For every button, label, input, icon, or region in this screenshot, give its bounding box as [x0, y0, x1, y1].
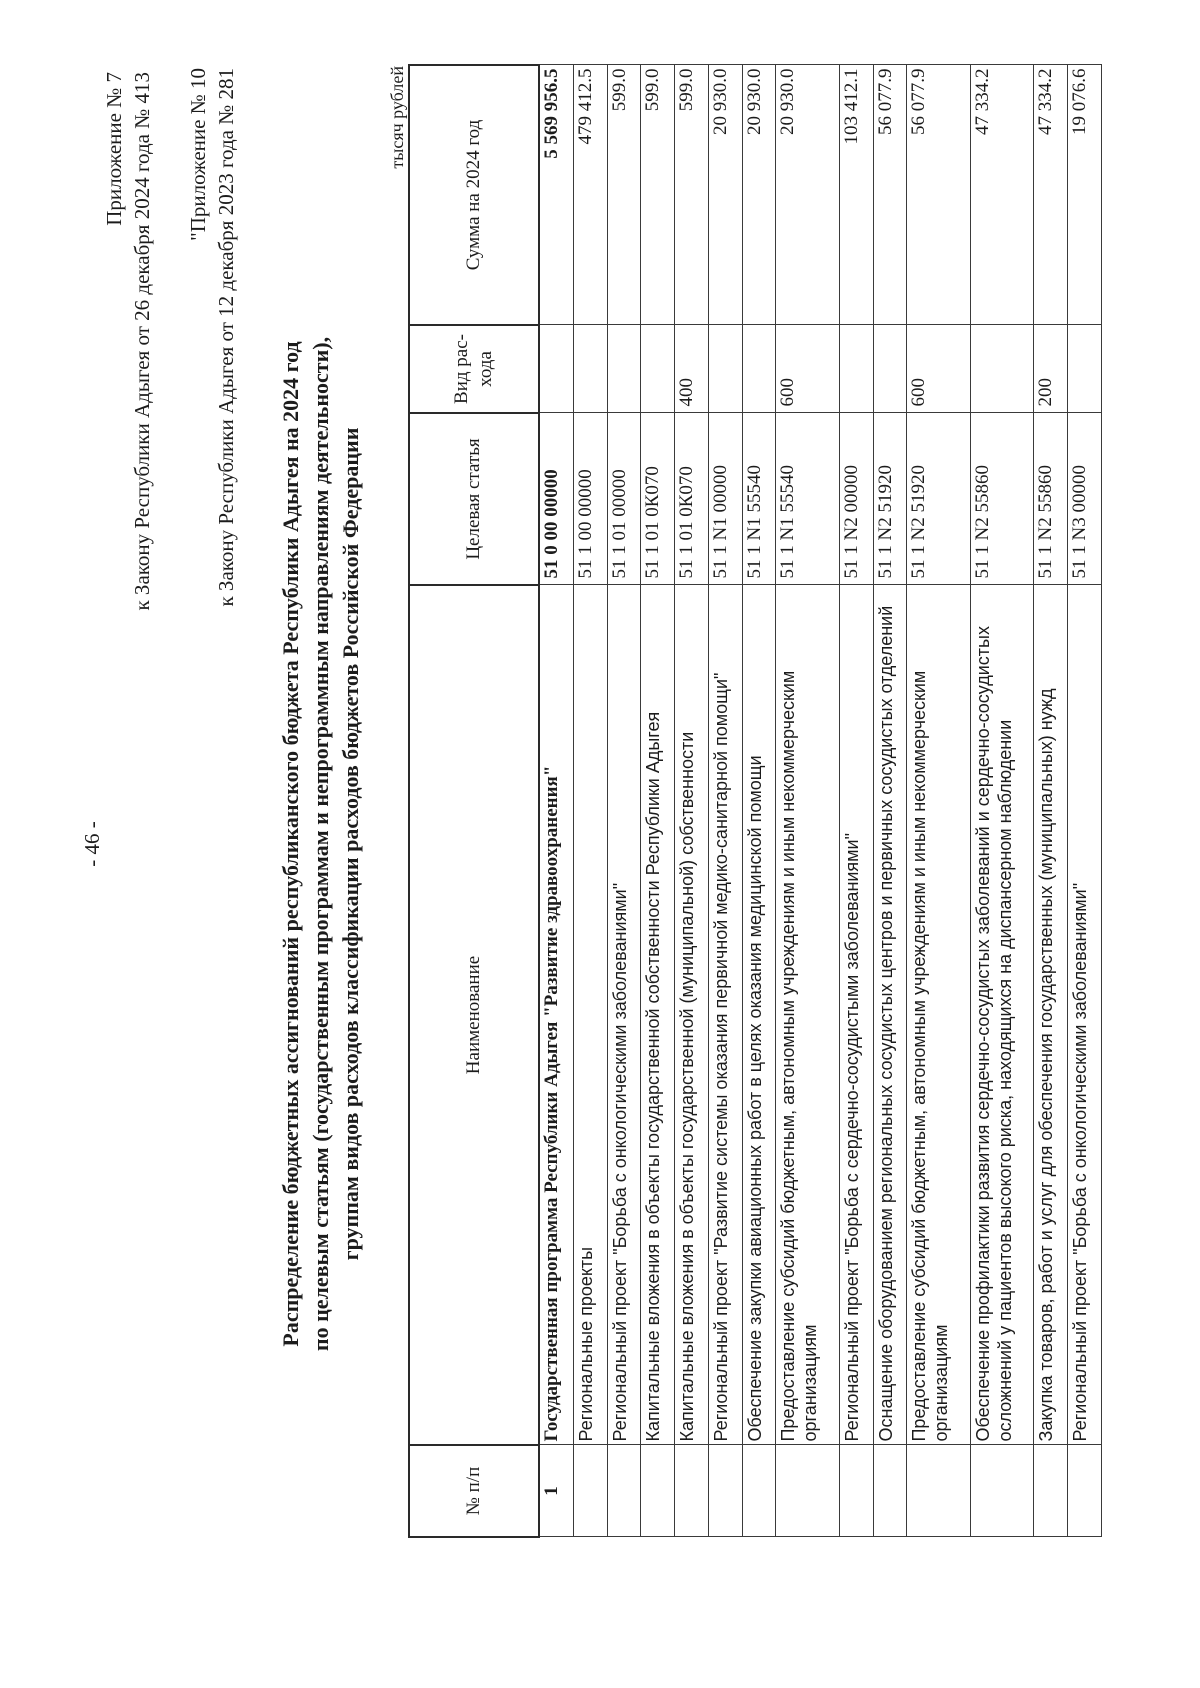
- cell-name: Региональный проект "Борьба с онкологическими заболеваниями": [1068, 585, 1102, 1445]
- cell-amount: 47 334.2: [970, 65, 1033, 325]
- cell-num: [776, 1445, 839, 1537]
- cell-target-article: 51 1 N2 51920: [873, 413, 907, 585]
- cell-name: Капитальные вложения в объекты государственной (муниципальной) собственности: [675, 585, 709, 1445]
- cell-name: Государственная программа Республики Адыгея "Развитие здравоохранения": [539, 585, 573, 1445]
- cell-num: [708, 1445, 742, 1537]
- cell-amount: 19 076.6: [1068, 65, 1102, 325]
- cell-name: Предоставление субсидий бюджетным, автономным учреждениям и иным некоммерческим организациям: [907, 585, 970, 1445]
- table-row: [907, 65, 970, 1537]
- cell-amount: 479 412.5: [573, 65, 607, 325]
- cell-expense-type: [573, 325, 607, 413]
- cell-target-article: 51 1 00 00000: [573, 413, 607, 585]
- cell-target-article: 51 1 01 0К070: [675, 413, 709, 585]
- cell-amount: 20 930.0: [742, 65, 776, 325]
- table-row: [607, 65, 641, 1537]
- cell-name: Региональный проект "Борьба с сердечно-сосудистыми заболеваниями": [839, 585, 873, 1445]
- table-row: [873, 65, 907, 1537]
- units-label: тысяч рублей: [387, 66, 407, 169]
- table-row: [970, 65, 1033, 1537]
- cell-amount: 103 412.1: [839, 65, 873, 325]
- cell-expense-type: [607, 325, 641, 413]
- cell-name: Капитальные вложения в объекты государственной собственности Республики Адыгея: [641, 585, 675, 1445]
- table-row: [1068, 65, 1102, 1537]
- cell-amount: 599.0: [675, 65, 709, 325]
- header-num: № п/п: [409, 1445, 539, 1537]
- cell-num: [873, 1445, 907, 1537]
- cell-expense-type: [641, 325, 675, 413]
- header-code: Целевая статья: [409, 413, 539, 585]
- table-header-row: [409, 65, 539, 1537]
- cell-name: Региональный проект "Борьба с онкологическими заболеваниями": [607, 585, 641, 1445]
- cell-target-article: 51 1 01 00000: [607, 413, 641, 585]
- table-row: [776, 65, 839, 1537]
- cell-expense-type: [539, 325, 573, 413]
- cell-amount: 56 077.9: [873, 65, 907, 325]
- appendix-previous: [184, 68, 240, 607]
- appendix-current: [100, 72, 156, 611]
- cell-target-article: 51 0 00 00000: [539, 413, 573, 585]
- cell-num: 1: [539, 1445, 573, 1537]
- table-row: [641, 65, 675, 1537]
- table-row: [708, 65, 742, 1537]
- cell-target-article: 51 1 N2 55860: [1034, 413, 1068, 585]
- cell-name: Оснащение оборудованием региональных сосудистых центров и первичных сосудистых отделений: [873, 585, 907, 1445]
- table-row: [839, 65, 873, 1537]
- header-amount: Сумма на 2024 год: [409, 65, 539, 325]
- cell-num: [573, 1445, 607, 1537]
- cell-num: [1034, 1445, 1068, 1537]
- cell-expense-type: [873, 325, 907, 413]
- cell-num: [839, 1445, 873, 1537]
- cell-amount: 599.0: [641, 65, 675, 325]
- table-row: [573, 65, 607, 1537]
- cell-expense-type: [1068, 325, 1102, 413]
- cell-target-article: 51 1 N2 55860: [970, 413, 1033, 585]
- cell-name: Региональный проект "Развитие системы оказания первичной медико-санитарной помощи": [708, 585, 742, 1445]
- table-row: [1034, 65, 1068, 1537]
- appendix-current-law: к Закону Республики Адыгея от 26 декабря 2024 года № 413: [130, 72, 154, 611]
- cell-target-article: 51 1 N1 55540: [776, 413, 839, 585]
- header-kind: Вид рас- хода: [409, 325, 539, 413]
- cell-expense-type: [742, 325, 776, 413]
- cell-num: [907, 1445, 970, 1537]
- cell-target-article: 51 1 N2 51920: [907, 413, 970, 585]
- cell-expense-type: 600: [907, 325, 970, 413]
- cell-amount: 20 930.0: [776, 65, 839, 325]
- table-row: [742, 65, 776, 1537]
- table-body: [539, 65, 1102, 1537]
- title-line-1: Распределение бюджетных ассигнований республиканского бюджета Республики Адыгея на 2024 год: [278, 341, 303, 1347]
- appendix-previous-law: к Закону Республики Адыгея от 12 декабря 2023 года № 281: [214, 68, 238, 607]
- cell-expense-type: 400: [675, 325, 709, 413]
- cell-target-article: 51 1 01 0К070: [641, 413, 675, 585]
- cell-num: [970, 1445, 1033, 1537]
- cell-name: Предоставление субсидий бюджетным, автономным учреждениям и иным некоммерческим организациям: [776, 585, 839, 1445]
- cell-expense-type: 600: [776, 325, 839, 413]
- document-title: [276, 0, 366, 1688]
- budget-table: [408, 64, 1102, 1538]
- cell-target-article: 51 1 N1 55540: [742, 413, 776, 585]
- cell-expense-type: [839, 325, 873, 413]
- page-number: - 46 -: [80, 821, 104, 867]
- cell-name: Региональные проекты: [573, 585, 607, 1445]
- title-line-2: по целевым статьям (государственным программам и непрограммным направлениям деятельности),: [308, 336, 333, 1352]
- cell-amount: 20 930.0: [708, 65, 742, 325]
- cell-amount: 5 569 956.5: [539, 65, 573, 325]
- cell-num: [607, 1445, 641, 1537]
- cell-amount: 599.0: [607, 65, 641, 325]
- cell-num: [641, 1445, 675, 1537]
- appendix-previous-number: "Приложение № 10: [186, 68, 210, 241]
- cell-amount: 56 077.9: [907, 65, 970, 325]
- cell-num: [675, 1445, 709, 1537]
- cell-name: Обеспечение закупки авиационных работ в целях оказания медицинской помощи: [742, 585, 776, 1445]
- table-row: [675, 65, 709, 1537]
- cell-target-article: 51 1 N1 00000: [708, 413, 742, 585]
- cell-num: [742, 1445, 776, 1537]
- appendix-current-number: Приложение № 7: [102, 72, 126, 226]
- cell-name: Обеспечение профилактики развития сердечно-сосудистых заболеваний и сердечно-сосудистых осложнений у пациентов высокого риска, находящихся на диспансерном наблюдении: [970, 585, 1033, 1445]
- cell-target-article: 51 1 N2 00000: [839, 413, 873, 585]
- table-row: [539, 65, 573, 1537]
- cell-amount: 47 334.2: [1034, 65, 1068, 325]
- cell-expense-type: 200: [1034, 325, 1068, 413]
- cell-num: [1068, 1445, 1102, 1537]
- cell-name: Закупка товаров, работ и услуг для обеспечения государственных (муниципальных) нужд: [1034, 585, 1068, 1445]
- header-name: Наименование: [409, 585, 539, 1445]
- cell-target-article: 51 1 N3 00000: [1068, 413, 1102, 585]
- cell-expense-type: [708, 325, 742, 413]
- cell-expense-type: [970, 325, 1033, 413]
- title-line-3: группам видов расходов классификации расходов бюджетов Российской Федерации: [338, 427, 363, 1261]
